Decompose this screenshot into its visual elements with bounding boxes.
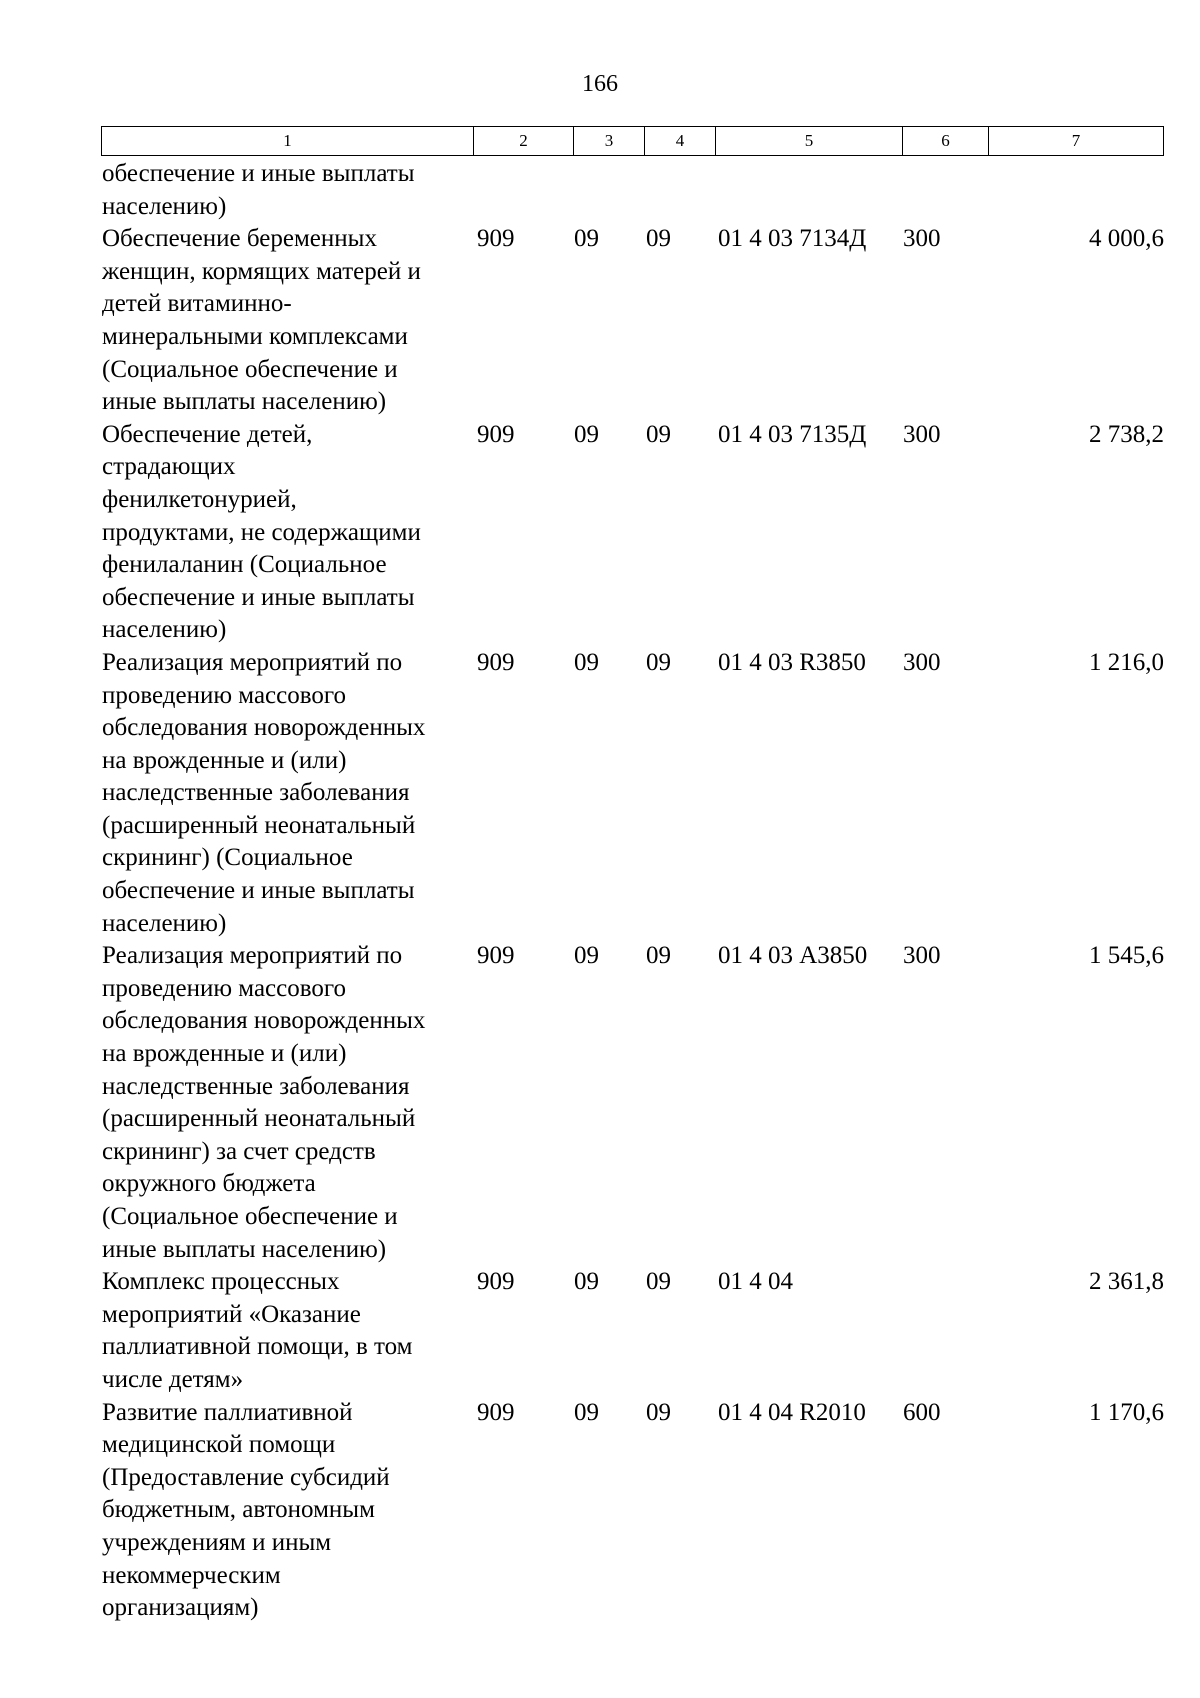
target-article-code: 01 4 04 R2010 xyxy=(718,1398,866,1426)
description-line: иные выплаты населению) xyxy=(102,1235,387,1263)
table-row xyxy=(0,1266,1200,1396)
description-line: мероприятий «Оказание xyxy=(102,1300,361,1328)
description-line: (Предоставление субсидий xyxy=(102,1463,390,1491)
column-number-header xyxy=(101,126,1164,156)
table-row xyxy=(0,158,1200,223)
header-col-1: 1 xyxy=(102,127,474,156)
table-row xyxy=(0,647,1200,940)
description-line: обследования новорожденных xyxy=(102,1007,426,1035)
target-article-code: 01 4 03 R3850 xyxy=(718,648,866,676)
target-article-code: 01 4 03 7134Д xyxy=(718,225,867,253)
description-line: продуктами, не содержащими xyxy=(102,518,421,546)
description-line: фенилаланин (Социальное xyxy=(102,551,387,579)
header-col-3: 3 xyxy=(574,127,645,156)
description-line: Реализация мероприятий по xyxy=(102,942,403,970)
description-line: проведению массового xyxy=(102,974,347,1002)
subsection-code: 09 xyxy=(646,648,671,676)
header-col-2: 2 xyxy=(474,127,574,156)
section-code: 09 xyxy=(574,420,599,448)
description-line: организациям) xyxy=(102,1594,259,1622)
description-line: детей витаминно- xyxy=(102,290,292,318)
description-line: на врожденные и (или) xyxy=(102,1040,347,1068)
description-line: фенилкетонурией, xyxy=(102,485,297,513)
subsection-code: 09 xyxy=(646,942,671,970)
target-article-code: 01 4 03 А3850 xyxy=(718,942,868,970)
section-code: 09 xyxy=(574,942,599,970)
header-col-6: 6 xyxy=(903,127,989,156)
subsection-code: 09 xyxy=(646,225,671,253)
row-description xyxy=(102,647,472,940)
row-description xyxy=(102,419,472,647)
description-line: населению) xyxy=(102,192,227,220)
description-line: наследственные заболевания xyxy=(102,779,410,807)
section-code: 09 xyxy=(574,1268,599,1296)
table-row xyxy=(0,1397,1200,1625)
description-line: обеспечение и иные выплаты xyxy=(102,583,415,611)
description-line: женщин, кормящих матерей и xyxy=(102,257,421,285)
table-row xyxy=(0,419,1200,647)
expense-type-code: 300 xyxy=(903,648,941,676)
expense-type-code: 300 xyxy=(903,225,941,253)
description-line: паллиативной помощи, в том xyxy=(102,1333,413,1361)
description-line: Развитие паллиативной xyxy=(102,1398,353,1426)
description-line: скрининг) за счет средств xyxy=(102,1137,376,1165)
admin-code: 909 xyxy=(477,942,515,970)
header-col-7: 7 xyxy=(989,127,1164,156)
target-article-code: 01 4 04 xyxy=(718,1268,793,1296)
description-line: проведению массового xyxy=(102,681,347,709)
admin-code: 909 xyxy=(477,420,515,448)
description-line: страдающих xyxy=(102,453,236,481)
description-line: Комплекс процессных xyxy=(102,1268,340,1296)
admin-code: 909 xyxy=(477,1398,515,1426)
header-col-5: 5 xyxy=(716,127,903,156)
amount: 1 170,6 xyxy=(1089,1398,1164,1426)
description-line: бюджетным, автономным xyxy=(102,1496,375,1524)
description-line: (Социальное обеспечение и xyxy=(102,1203,398,1230)
admin-code: 909 xyxy=(477,225,515,253)
table-row xyxy=(0,940,1200,1266)
page-number: 166 xyxy=(582,71,618,97)
amount: 2 361,8 xyxy=(1089,1268,1164,1296)
description-line: Обеспечение беременных xyxy=(102,225,377,253)
description-line: обеспечение и иные выплаты xyxy=(102,877,415,905)
target-article-code: 01 4 03 7135Д xyxy=(718,420,867,448)
header-col-4: 4 xyxy=(645,127,716,156)
row-description xyxy=(102,158,472,223)
amount: 4 000,6 xyxy=(1089,225,1164,253)
description-line: на врожденные и (или) xyxy=(102,746,347,774)
description-line: числе детям» xyxy=(102,1365,244,1393)
description-line: населению) xyxy=(102,909,227,937)
description-line: Обеспечение детей, xyxy=(102,420,313,448)
description-line: учреждениям и иным xyxy=(102,1528,332,1556)
description-line: окружного бюджета xyxy=(102,1170,316,1198)
description-line: медицинской помощи xyxy=(102,1431,336,1459)
row-description xyxy=(102,940,472,1266)
description-line: наследственные заболевания xyxy=(102,1072,410,1100)
description-line: Реализация мероприятий по xyxy=(102,648,403,676)
amount: 1 216,0 xyxy=(1089,648,1164,676)
description-line: некоммерческим xyxy=(102,1561,281,1589)
description-line: иные выплаты населению) xyxy=(102,388,387,416)
description-line: обследования новорожденных xyxy=(102,714,426,742)
admin-code: 909 xyxy=(477,648,515,676)
description-line: обеспечение и иные выплаты xyxy=(102,160,415,187)
section-code: 09 xyxy=(574,225,599,253)
admin-code: 909 xyxy=(477,1268,515,1296)
row-description xyxy=(102,1397,472,1625)
amount: 1 545,6 xyxy=(1089,942,1164,970)
description-line: скрининг) (Социальное xyxy=(102,844,353,872)
table-row xyxy=(0,223,1200,419)
row-description xyxy=(102,223,472,419)
description-line: (Социальное обеспечение и xyxy=(102,355,398,383)
subsection-code: 09 xyxy=(646,420,671,448)
section-code: 09 xyxy=(574,648,599,676)
expense-type-code: 300 xyxy=(903,942,941,970)
subsection-code: 09 xyxy=(646,1398,671,1426)
subsection-code: 09 xyxy=(646,1268,671,1296)
description-line: (расширенный неонатальный xyxy=(102,811,416,839)
budget-table-body xyxy=(0,158,1200,1625)
description-line: (расширенный неонатальный xyxy=(102,1105,416,1133)
description-line: минеральными комплексами xyxy=(102,322,408,350)
expense-type-code: 300 xyxy=(903,420,941,448)
amount: 2 738,2 xyxy=(1089,420,1164,448)
expense-type-code: 600 xyxy=(903,1398,941,1426)
section-code: 09 xyxy=(574,1398,599,1426)
row-description xyxy=(102,1266,472,1396)
description-line: населению) xyxy=(102,616,227,644)
